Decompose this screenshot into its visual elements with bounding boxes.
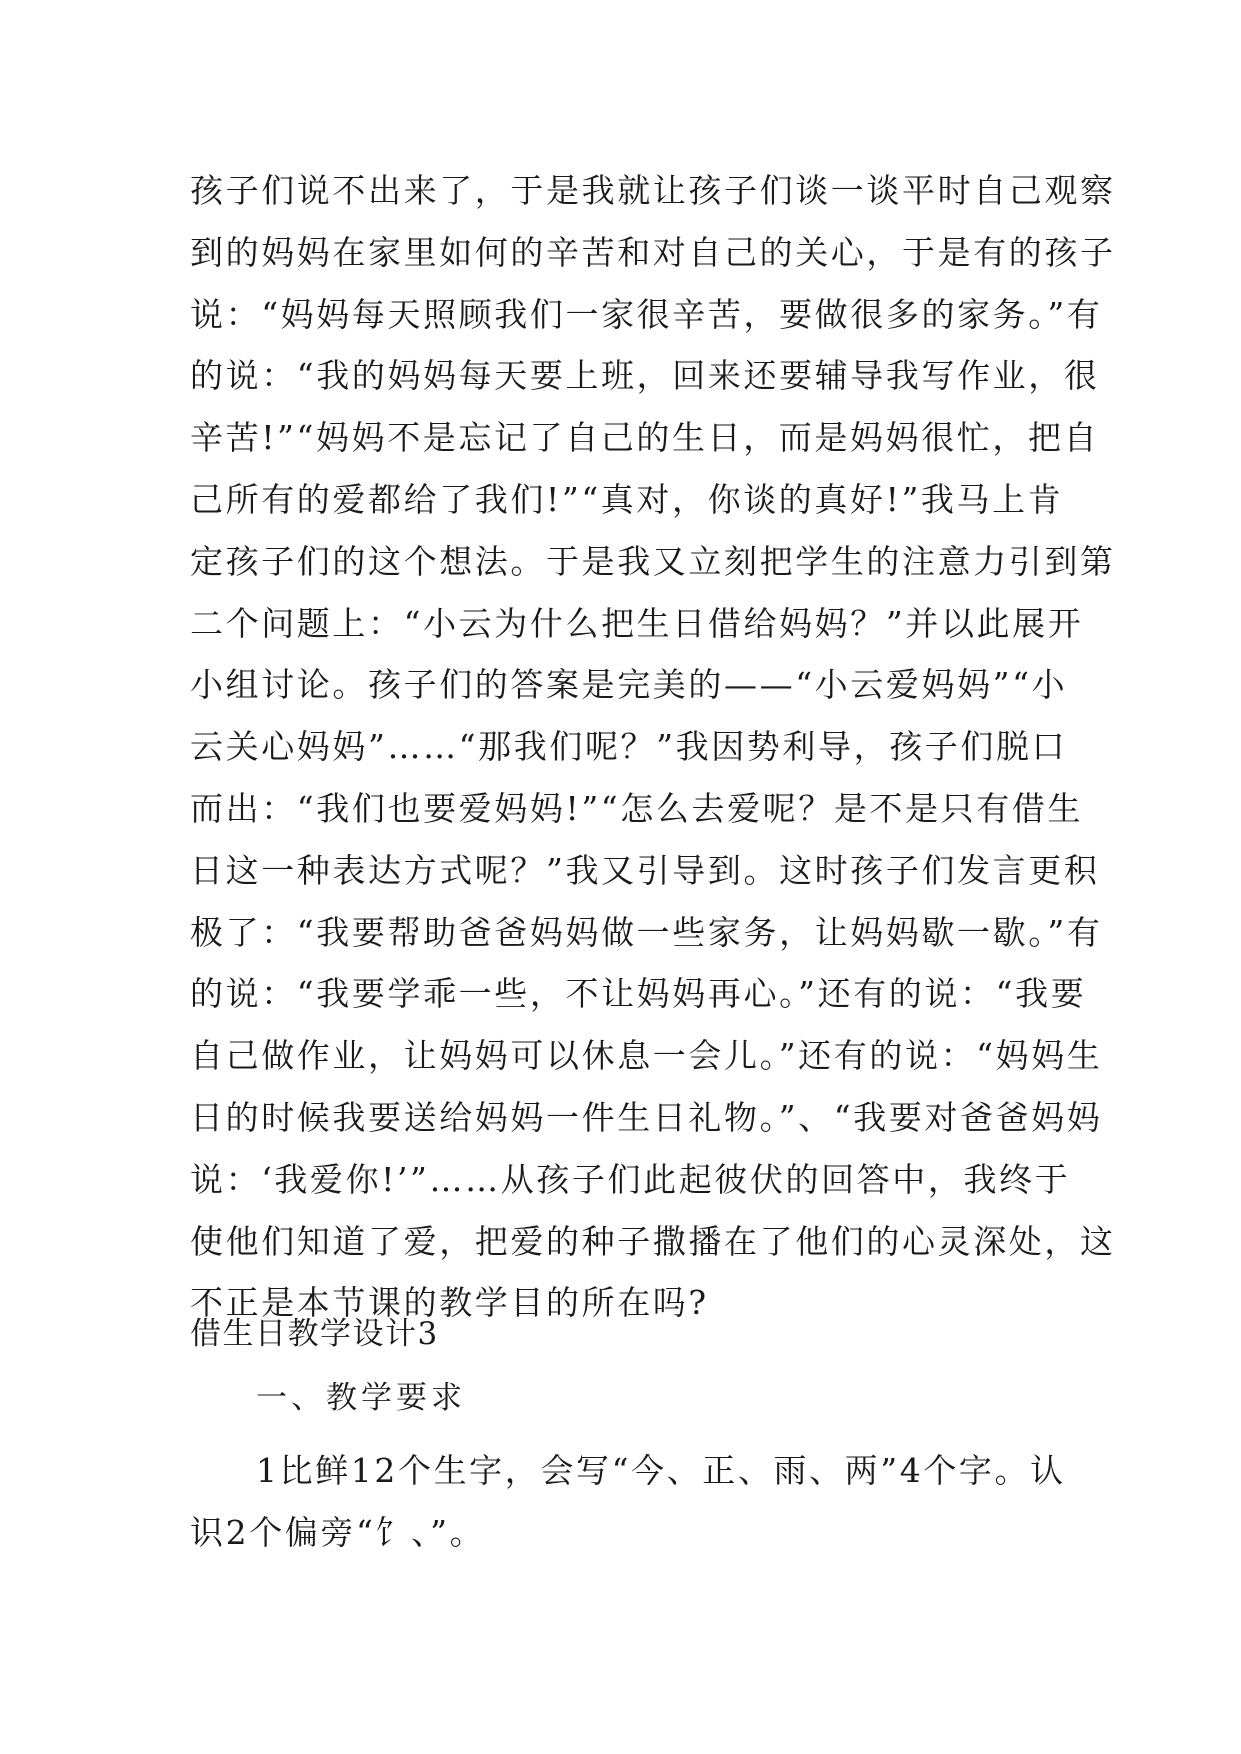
paragraph-line: 说：“妈妈每天照顾我们一家很辛苦，要做很多的家务。”有	[190, 294, 1103, 334]
paragraph-line: 到的妈妈在家里如何的辛苦和对自己的关心，于是有的孩子	[190, 232, 1116, 272]
paragraph-line: 小组讨论。孩子们的答案是完美的——“小云爱妈妈”“小	[190, 665, 1068, 705]
paragraph-line: 日的时候我要送给妈妈一件生日礼物。”、“我要对爸爸妈妈	[190, 1097, 1103, 1137]
requirement-line: 识2个偏旁“饣、”。	[190, 1513, 486, 1552]
paragraph-line: 自己做作业，让妈妈可以休息一会儿。”还有的说：“妈妈生	[190, 1036, 1103, 1076]
paragraph-line: 定孩子们的这个想法。于是我又立刻把学生的注意力引到第	[190, 541, 1116, 581]
paragraph-line: 己所有的爱都给了我们!”“真对，你谈的真好!”我马上肯	[190, 479, 1064, 519]
paragraph-line: 不正是本节课的教学目的所在吗?	[190, 1283, 709, 1323]
paragraph-line: 孩子们说不出来了，于是我就让孩子们谈一谈平时自己观察	[190, 171, 1116, 210]
body-paragraph	[190, 160, 1116, 1334]
paragraph-line: 而出：“我们也要爱妈妈!”“怎么去爱呢？是不是只有借生	[190, 788, 1084, 828]
section-title: 借生日教学设计3	[190, 1316, 439, 1352]
paragraph-line: 极了：“我要帮助爸爸妈妈做一些家务，让妈妈歇一歇。”有	[190, 912, 1103, 952]
paragraph-line: 日这一种表达方式呢？”我又引导到。这时孩子们发言更积	[190, 850, 1100, 890]
paragraph-line: 的说：“我的妈妈每天要上班，回来还要辅导我写作业，很	[190, 356, 1100, 396]
paragraph-line: 云关心妈妈”……“那我们呢？”我因势利导，孩子们脱口	[190, 727, 1068, 767]
requirement-paragraph	[190, 1440, 1066, 1564]
paragraph-line: 使他们知道了爱，把爱的种子撒播在了他们的心灵深处，这	[190, 1221, 1116, 1261]
paragraph-line: 说：‘我爱你!’”……从孩子们此起彼伏的回答中，我终于	[190, 1159, 1071, 1199]
paragraph-line: 的说：“我要学乖一些，不让妈妈再心。”还有的说：“我要	[190, 974, 1087, 1014]
requirement-line: 1比鲜12个生字，会写“今、正、雨、两”4个字。认	[256, 1451, 1066, 1490]
paragraph-line: 二个问题上：“小云为什么把生日借给妈妈？”并以此展开	[190, 603, 1084, 643]
section-subheading: 一、教学要求	[256, 1380, 466, 1416]
paragraph-line: 辛苦!”“妈妈不是忘记了自己的生日，而是妈妈很忙，把自	[190, 418, 1100, 458]
